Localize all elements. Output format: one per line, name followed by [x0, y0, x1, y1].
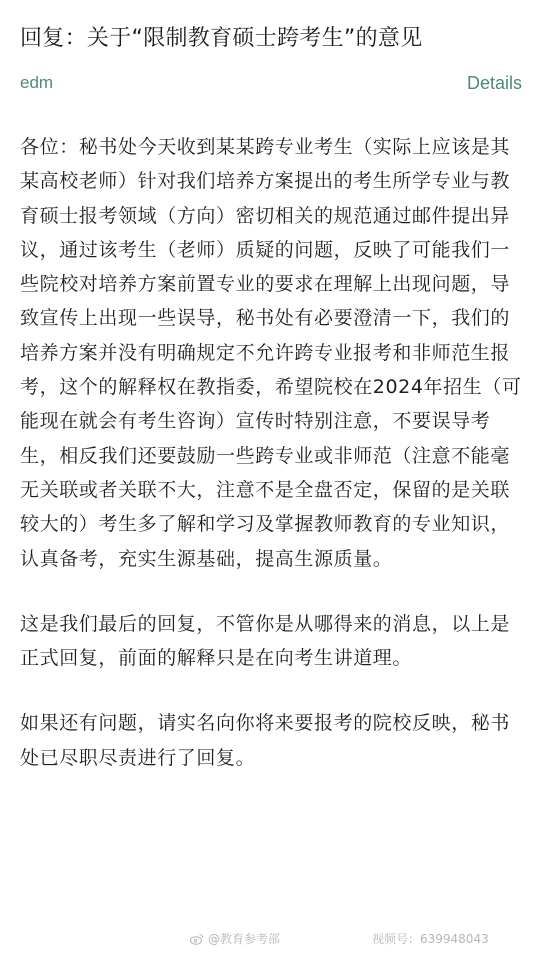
body-paragraph: 各位：秘书处今天收到某某跨专业考生（实际上应该是其某高校老师）针对我们培养方案提出的考生所学专业与教育硕士报考领域（方向）密切相关的规范通过邮件提出异议，通过该考生（老师）质疑的问题，反映了可能我们一些院校对培养方案前置专业的要求在理解上出现问题，导致宣传上出现一些误导，秘书处有必要澄清一下，我们的培养方案并没有明确规定不允许跨专业报考和非师范生报考，这个的解释权在教指委，希望院校在2024年招生（可能现在就会有考生咨询）宣传时特别注意，不要误导考生，相反我们还要鼓励一些跨专业或非师范（注意不能毫无关联或者关联不大，注意不是全盘否定，保留的是关联较大的）考生多了解和学习及掌握教师教育的专业知识，认真备考，充实生源基础，提高生源质量。 — [20, 136, 522, 570]
weibo-watermark — [190, 930, 280, 947]
video-id-watermark: 视频号：639948043 — [372, 932, 489, 946]
body-paragraph: 这是我们最后的回复，不管你是从哪得来的消息，以上是正式回复，前面的解释只是在向考生讲道理。 — [20, 612, 511, 670]
sender-name: edm — [20, 73, 54, 92]
email-meta-row — [20, 70, 522, 96]
watermark-left-text: @教育参考部 — [208, 932, 281, 946]
weibo-icon — [190, 933, 204, 945]
email-header — [20, 22, 524, 56]
email-body — [20, 130, 526, 806]
details-link[interactable]: Details — [466, 72, 522, 93]
body-paragraph: 如果还有问题，请实名向你将来要报考的院校反映，秘书处已尽职尽责进行了回复。 — [20, 712, 511, 769]
email-subject: 回复：关于“限制教育硕士跨考生”的意见 — [20, 26, 423, 51]
